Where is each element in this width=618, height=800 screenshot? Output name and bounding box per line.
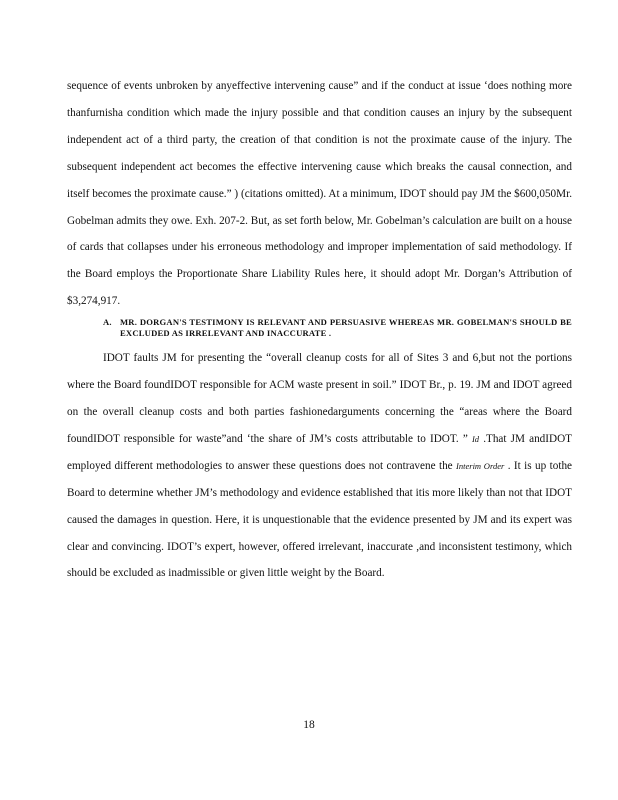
paragraph — [67, 345, 572, 587]
italic-citation: Interim Order — [456, 460, 505, 471]
italic-citation: Id — [471, 433, 480, 444]
section-heading — [67, 317, 572, 339]
heading-text: MR. DORGAN'S TESTIMONY IS RELEVANT AND PERSUASIVE WHEREAS MR. GOBELMAN'S SHOULD BE EXCLUDED AS IRRELEVANT AND INACCURATE . — [120, 317, 572, 339]
page-number: 18 — [303, 719, 315, 731]
paragraph-text: IDOT faults JM for presenting the “overall cleanup costs for all of Sites 3 and 6,but not the portions where the Board foundIDOT responsible for ACM waste present in soil.” IDOT Br., p. 19. JM and IDOT agreed on the overall cleanup costs and both parties fashionedarguments concerning the “areas where the Board foundIDOT responsible for waste”and ‘the share of JM’s costs attributable to IDOT. ” — [67, 352, 572, 445]
paragraph-text: .That JM andIDOT employed different methodologies to answer these questions does not contravene the — [67, 432, 572, 472]
paragraph-text: . It is up tothe Board to determine whether JM’s methodology and evidence established that itis more likely than not that IDOT caused the damages in question. Here, it is unquestionable that the evidence presented by JM and its expert was clear and convincing. IDOT’s expert, however, offered irrelevant, inaccurate ,and inconsistent testimony, which should be excluded as inadmissible or given little weight by the Board. — [67, 459, 573, 580]
paragraph: sequence of events unbroken by anyeffective intervening cause” and if the conduct at issue ‘does nothing more thanfurnisha condition which made the injury possible and that condition causes an injury by the subsequent independent act of a third party, the creation of that condition is not the proximate cause of the injury. The subsequent independent act becomes the effective intervening cause which breaks the causal connection, and itself becomes the proximate cause.” ) (citations omitted). At a minimum, IDOT should pay JM the $600,050Mr. Gobelman admits they owe. Exh. 207-2. But, as set forth below, Mr. Gobelman’s calculation are built on a house of cards that collapses under his erroneous methodology and improper implementation of said methodology. If the Board employs the Proportionate Share Liability Rules here, it should adopt Mr. Dorgan’s Attribution of $3,274,917. — [67, 80, 572, 308]
body-text — [67, 73, 572, 587]
heading-label: A. — [103, 317, 112, 328]
